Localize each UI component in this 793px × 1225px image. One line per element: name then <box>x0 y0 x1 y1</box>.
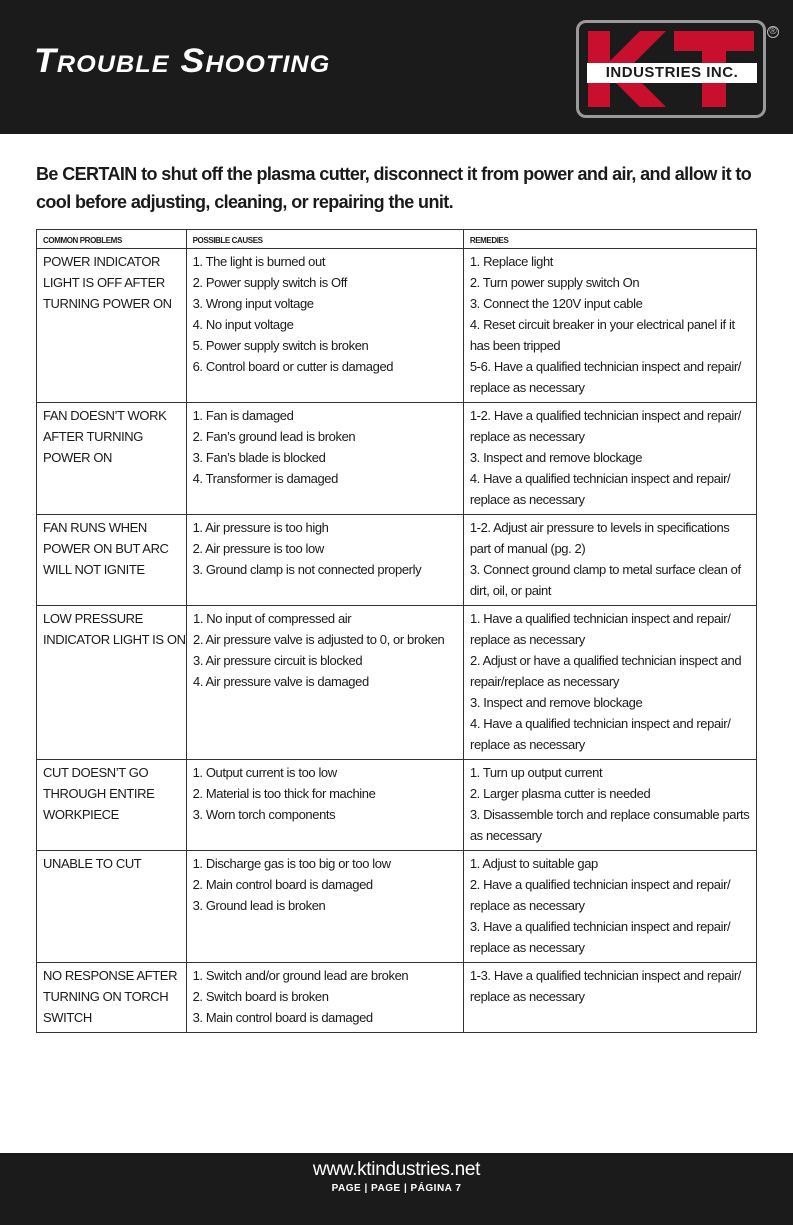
problem-cell <box>37 760 186 850</box>
page-header <box>0 0 793 134</box>
remedy-item: 3. Inspect and remove blockage <box>470 695 643 710</box>
remedy-item: 5-6. Have a qualified technician inspect and repair/ replace as necessary <box>469 359 741 395</box>
problem-line: POWER INDICATOR <box>43 254 161 269</box>
table-header-row <box>37 230 756 249</box>
cause-item: 3. Ground clamp is not connected properly <box>192 562 422 577</box>
remedy-item: 2. Turn power supply switch On <box>469 275 640 290</box>
table-row <box>37 606 756 760</box>
cause-item: 2. Air pressure valve is adjusted to 0, or broken <box>193 632 445 647</box>
table-row <box>37 760 756 851</box>
remedy-item: 4. Have a qualified technician inspect and repair/ replace as necessary <box>469 471 731 507</box>
problem-line: FAN RUNS WHEN <box>43 520 147 535</box>
cause-item: 3. Wrong input voltage <box>192 296 314 311</box>
website-url: www.ktindustries.net <box>312 1159 481 1180</box>
remedy-item: 1. Replace light <box>469 254 554 269</box>
problem-line: WORKPIECE <box>43 807 119 822</box>
causes-cell <box>186 249 463 402</box>
cause-item: 2. Main control board is damaged <box>192 877 373 892</box>
safety-warning: Be CERTAIN to shut off the plasma cutter, disconnect it from power and air, and allow it to cool before adjusting, cleaning, or repairing the unit. <box>36 164 752 212</box>
causes-cell <box>186 760 463 850</box>
header-possible-causes: POSSIBLE CAUSES <box>186 230 463 248</box>
cause-item: 4. Transformer is damaged <box>192 471 338 486</box>
header-remedies: REMEDIES <box>463 230 756 248</box>
problem-line: POWER ON <box>43 450 113 465</box>
remedy-item: 1. Have a qualified technician inspect and repair/ replace as necessary <box>470 611 731 647</box>
cause-item: 3. Main control board is damaged <box>192 1010 373 1025</box>
remedy-item: 3. Disassemble torch and replace consumable parts as necessary <box>469 807 750 843</box>
problem-line: WILL NOT IGNITE <box>43 562 145 577</box>
remedy-item: 1-3. Have a qualified technician inspect and repair/ replace as necessary <box>469 968 741 1004</box>
cause-item: 1. No input of compressed air <box>193 611 352 626</box>
cause-item: 1. Air pressure is too high <box>192 520 329 535</box>
problem-line: SWITCH <box>43 1010 92 1025</box>
problem-line: FAN DOESN’T WORK <box>43 408 167 423</box>
remedy-item: 3. Inspect and remove blockage <box>469 450 643 465</box>
table-row <box>37 515 756 606</box>
cause-item: 1. The light is burned out <box>192 254 326 269</box>
cause-item: 4. No input voltage <box>192 317 294 332</box>
troubleshooting-table <box>36 229 757 1033</box>
problem-line: TURNING ON TORCH <box>43 989 169 1004</box>
registered-mark: ® <box>767 26 779 38</box>
remedies-cell <box>463 515 756 605</box>
remedies-cell <box>463 963 756 1032</box>
problem-line: LOW PRESSURE <box>43 611 143 626</box>
problem-cell <box>37 515 186 605</box>
table-row <box>37 249 756 403</box>
page-title: Trouble Shooting <box>34 42 331 80</box>
causes-cell <box>186 403 463 514</box>
cause-item: 2. Fan’s ground lead is broken <box>192 429 356 444</box>
remedy-item: 1-2. Adjust air pressure to levels in specifications part of manual (pg. 2) <box>469 520 730 556</box>
problem-line: NO RESPONSE AFTER <box>43 968 178 983</box>
remedy-item: 4. Have a qualified technician inspect and repair/ replace as necessary <box>470 716 731 752</box>
remedies-cell <box>463 851 756 962</box>
cause-item: 1. Fan is damaged <box>192 408 294 423</box>
cause-item: 3. Ground lead is broken <box>192 898 326 913</box>
page-number: PAGE | PAGE | PÁGINA 7 <box>331 1183 462 1194</box>
table-row <box>37 851 756 963</box>
cause-item: 2. Power supply switch is Off <box>192 275 347 290</box>
cause-item: 4. Air pressure valve is damaged <box>193 674 369 689</box>
problem-line: TURNING POWER ON <box>43 296 172 311</box>
cause-item: 3. Fan’s blade is blocked <box>192 450 326 465</box>
remedy-item: 1-2. Have a qualified technician inspect and repair/ replace as necessary <box>469 408 741 444</box>
kt-industries-logo <box>576 20 766 118</box>
remedy-item: 2. Adjust or have a qualified technician inspect and repair/replace as necessary <box>470 653 742 689</box>
cause-item: 2. Air pressure is too low <box>192 541 324 556</box>
remedies-cell <box>463 403 756 514</box>
cause-item: 5. Power supply switch is broken <box>192 338 369 353</box>
remedy-item: 2. Have a qualified technician inspect and repair/ replace as necessary <box>469 877 731 913</box>
remedy-item: 1. Adjust to suitable gap <box>469 856 598 871</box>
cause-item: 1. Switch and/or ground lead are broken <box>192 968 409 983</box>
cause-item: 1. Discharge gas is too big or too low <box>192 856 391 871</box>
problem-line: POWER ON BUT ARC <box>43 541 169 556</box>
remedies-cell <box>463 249 756 402</box>
problem-line: CUT DOESN’T GO <box>43 765 149 780</box>
problem-line: THROUGH ENTIRE <box>43 786 155 801</box>
table-row <box>37 403 756 515</box>
table-row <box>37 963 756 1032</box>
cause-item: 1. Output current is too low <box>192 765 337 780</box>
causes-cell <box>186 851 463 962</box>
problem-line: LIGHT IS OFF AFTER <box>43 275 165 290</box>
cause-item: 3. Air pressure circuit is blocked <box>193 653 363 668</box>
cause-item: 6. Control board or cutter is damaged <box>192 359 394 374</box>
problem-line: INDICATOR LIGHT IS ON <box>43 632 186 647</box>
cause-item: 2. Switch board is broken <box>192 989 329 1004</box>
page-footer <box>0 1153 793 1225</box>
logo-company-name: INDUSTRIES INC. <box>587 63 757 83</box>
remedy-item: 1. Turn up output current <box>469 765 603 780</box>
problem-cell <box>37 249 186 402</box>
cause-item: 3. Worn torch components <box>192 807 336 822</box>
remedy-item: 3. Have a qualified technician inspect and repair/ replace as necessary <box>469 919 731 955</box>
causes-cell <box>186 606 463 759</box>
remedy-item: 3. Connect ground clamp to metal surface clean of dirt, oil, or paint <box>469 562 741 598</box>
causes-cell <box>186 963 463 1032</box>
remedies-cell <box>463 606 756 759</box>
remedy-item: 4. Reset circuit breaker in your electrical panel if it has been tripped <box>469 317 735 353</box>
problem-line: AFTER TURNING <box>43 429 144 444</box>
problem-cell <box>37 851 186 962</box>
causes-cell <box>186 515 463 605</box>
remedy-item: 3. Connect the 120V input cable <box>469 296 643 311</box>
remedies-cell <box>463 760 756 850</box>
problem-cell <box>37 963 186 1032</box>
cause-item: 2. Material is too thick for machine <box>192 786 376 801</box>
problem-cell <box>37 403 186 514</box>
problem-line: UNABLE TO CUT <box>43 856 142 871</box>
header-common-problems: COMMON PROBLEMS <box>43 236 122 245</box>
remedy-item: 2. Larger plasma cutter is needed <box>469 786 651 801</box>
problem-cell <box>37 606 186 759</box>
